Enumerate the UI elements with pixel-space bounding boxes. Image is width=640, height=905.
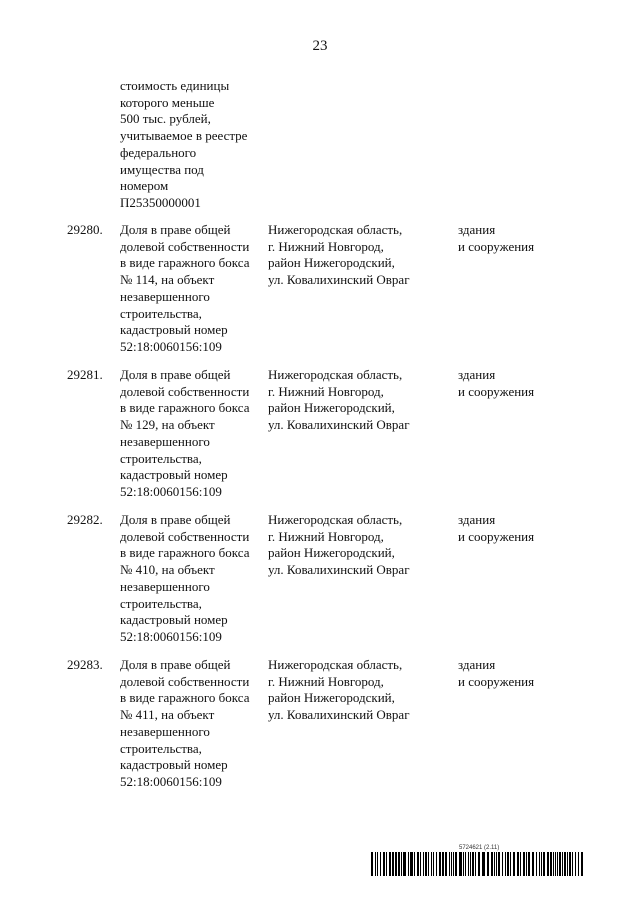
entry-type [458,222,588,255]
continuation-text [120,78,270,212]
description-line: в виде гаражного бокса [120,400,250,416]
barcode-bar [572,852,573,876]
barcode-bar [505,852,506,876]
barcode-bar [547,852,549,876]
barcode-bar [575,852,576,876]
description-line: долевой собственности [120,528,250,544]
barcode-bar [472,852,474,876]
barcode-bar [491,852,493,876]
barcode-bar [564,852,566,876]
barcode-bar [465,852,466,876]
description-line: долевой собственности [120,673,250,689]
description-line: строительства, [120,450,202,466]
barcode-bar [562,852,563,876]
address-line: Нижегородская область, [268,512,403,527]
type-line: здания [458,512,496,527]
barcode-bar [502,852,503,876]
barcode-bar [377,852,378,876]
barcode-bar [395,852,397,876]
barcode-bar [403,852,406,876]
barcode-bar [553,852,554,876]
barcode-bar [581,852,583,876]
entry-number: 29280. [67,222,103,237]
barcode-bar [468,852,469,876]
continuation-line: учитываемое в реестре [120,128,248,144]
entry-type [458,657,588,690]
description-line: № 411, на объект [120,707,215,723]
description-line: № 410, на объект [120,562,215,578]
entry-type [458,512,588,545]
barcode-bar [410,852,413,876]
address-line: Нижегородская область, [268,222,403,237]
barcode-bar [507,852,509,876]
barcode-bar [557,852,558,876]
barcode-bar [408,852,409,876]
address-line: г. Нижний Новгород, [268,528,384,544]
barcode-bar [445,852,447,876]
barcode-bar [383,852,385,876]
continuation-line: стоимость единицы [120,78,230,93]
address-line: г. Нижний Новгород, [268,383,384,399]
barcode-bar [371,852,373,876]
barcode-bar [517,852,519,876]
continuation-line: П25350000001 [120,194,201,210]
description-line: Доля в праве общей [120,512,231,527]
description-line: незавершенного [120,288,210,304]
barcode-bar [433,852,434,876]
barcode-bar [520,852,521,876]
description-line: строительства, [120,595,202,611]
barcode-bar [453,852,454,876]
address-line: ул. Ковалихинский Овраг [268,707,410,723]
barcode-bar [431,852,432,876]
description-line: кадастровый номер [120,322,228,338]
continuation-line: федерального [120,144,197,160]
barcode-bar [482,852,485,876]
description-line: 52:18:0060156:109 [120,773,222,789]
description-line: незавершенного [120,723,210,739]
barcode [371,852,587,876]
description-line: незавершенного [120,578,210,594]
type-line: здания [458,222,496,237]
barcode-bar [436,852,437,876]
continuation-line: которого меньше [120,94,215,110]
barcode-bar [555,852,556,876]
barcode-bar [523,852,525,876]
barcode-bar [398,852,400,876]
barcode-bar [459,852,462,876]
barcode-bar [528,852,530,876]
entry-description [120,222,270,356]
barcode-bar [423,852,424,876]
barcode-bar [401,852,402,876]
entry-number: 29281. [67,367,103,382]
footer-document-code: 5724621 (2.11) [459,845,500,851]
address-line: г. Нижний Новгород, [268,238,384,254]
barcode-bar [392,852,394,876]
barcode-bar [578,852,579,876]
description-line: № 114, на объект [120,272,215,288]
continuation-line: имущества под [120,161,204,177]
address-line: г. Нижний Новгород, [268,673,384,689]
entry-type [458,367,588,400]
barcode-bar [532,852,534,876]
description-line: Доля в праве общей [120,367,231,382]
address-line: район Нижегородский, [268,400,395,416]
barcode-bar [455,852,457,876]
barcode-caption [371,876,587,881]
description-line: незавершенного [120,433,210,449]
barcode-bar [439,852,441,876]
address-line: ул. Ковалихинский Овраг [268,562,410,578]
description-line: строительства, [120,305,202,321]
barcode-bar [567,852,568,876]
barcode-bar [478,852,480,876]
barcode-bar [470,852,471,876]
description-line: долевой собственности [120,238,250,254]
description-line: в виде гаражного бокса [120,545,250,561]
barcode-bar [559,852,561,876]
barcode-bar [449,852,450,876]
barcode-bar [425,852,427,876]
barcode-bar [463,852,464,876]
description-line: Доля в праве общей [120,222,231,237]
entry-description [120,367,270,501]
type-line: здания [458,657,496,672]
description-line: кадастровый номер [120,757,228,773]
entry-address [268,367,448,434]
description-line: кадастровый номер [120,467,228,483]
description-line: в виде гаражного бокса [120,255,250,271]
barcode-bar [414,852,415,876]
entry-address [268,657,448,724]
barcode-bar [543,852,545,876]
page-number: 23 [312,38,328,54]
barcode-bar [389,852,391,876]
barcode-bar [487,852,489,876]
barcode-bar [536,852,537,876]
address-line: район Нижегородский, [268,545,395,561]
barcode-graphic [371,852,587,876]
address-line: Нижегородская область, [268,367,403,382]
entry-description [120,512,270,646]
description-line: 52:18:0060156:109 [120,628,222,644]
type-line: и сооружения [458,238,535,254]
description-line: долевой собственности [120,383,250,399]
barcode-bar [386,852,387,876]
address-line: Нижегородская область, [268,657,403,672]
barcode-bar [496,852,497,876]
barcode-bar [550,852,552,876]
type-line: и сооружения [458,383,535,399]
barcode-bar [494,852,495,876]
type-line: и сооружения [458,528,535,544]
address-line: район Нижегородский, [268,690,395,706]
barcode-bar [428,852,429,876]
description-line: 52:18:0060156:109 [120,483,222,499]
entry-number: 29283. [67,657,103,672]
entry-description [120,657,270,791]
barcode-bar [417,852,419,876]
barcode-bar [510,852,511,876]
barcode-bar [498,852,500,876]
barcode-bar [442,852,444,876]
barcode-bar [569,852,571,876]
description-line: строительства, [120,740,202,756]
description-line: Доля в праве общей [120,657,231,672]
barcode-bar [375,852,376,876]
description-line: кадастровый номер [120,612,228,628]
address-line: район Нижегородский, [268,255,395,271]
barcode-bar [420,852,421,876]
address-line: ул. Ковалихинский Овраг [268,417,410,433]
description-line: 52:18:0060156:109 [120,338,222,354]
barcode-bar [513,852,515,876]
continuation-line: 500 тыс. рублей, [120,111,211,127]
entry-address [268,222,448,289]
type-line: и сооружения [458,673,535,689]
entry-address [268,512,448,579]
barcode-bar [539,852,540,876]
continuation-line: номером [120,178,169,194]
entry-number: 29282. [67,512,103,527]
barcode-bar [451,852,452,876]
address-line: ул. Ковалихинский Овраг [268,272,410,288]
description-line: в виде гаражного бокса [120,690,250,706]
description-line: № 129, на объект [120,417,215,433]
barcode-bar [380,852,381,876]
barcode-bar [526,852,527,876]
barcode-bar [541,852,542,876]
barcode-bar [475,852,476,876]
type-line: здания [458,367,496,382]
